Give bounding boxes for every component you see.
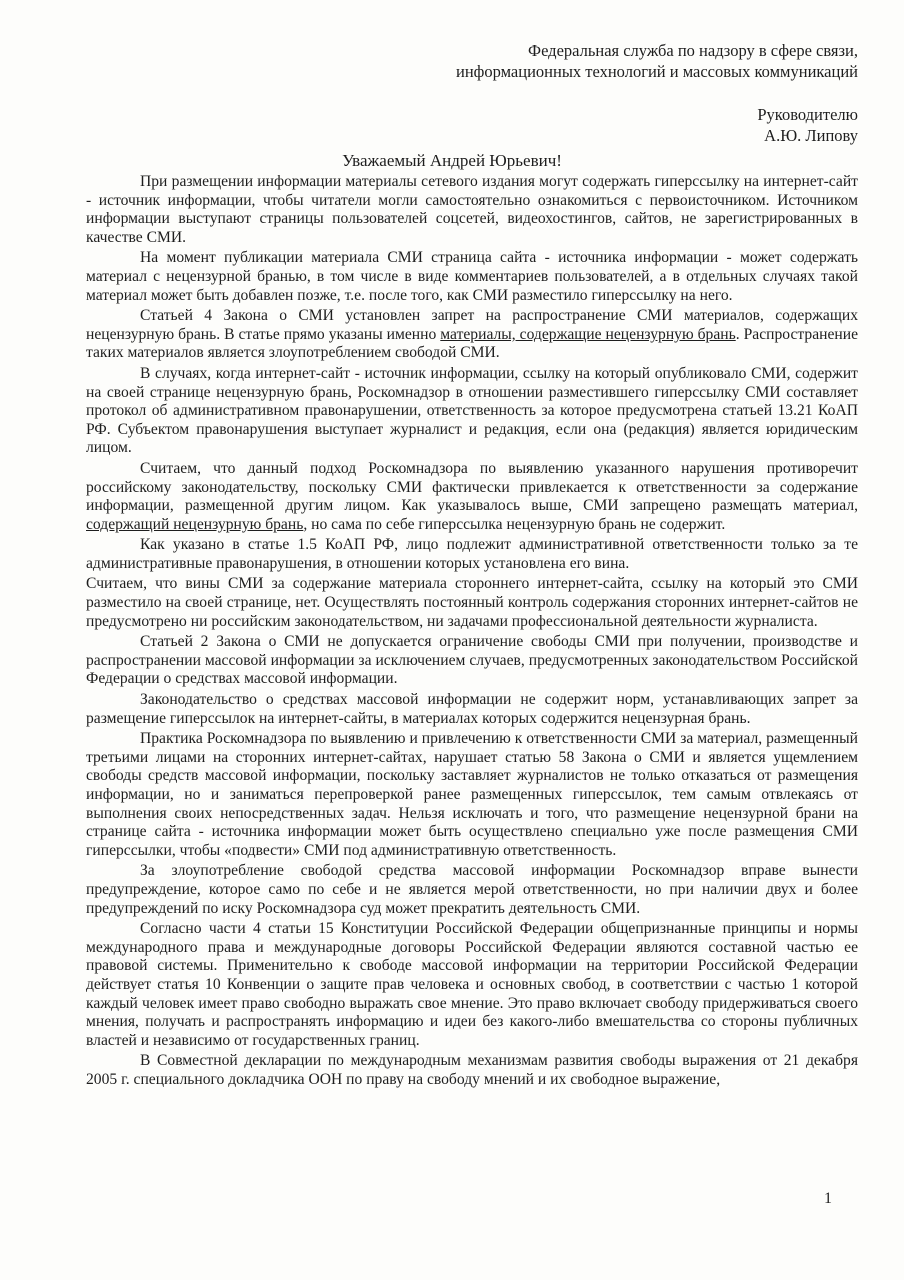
page-number: 1: [824, 1190, 832, 1207]
paragraph-7: Считаем, что вины СМИ за содержание материала стороннего интернет-сайта, ссылку на который это СМИ разместило на своей странице, нет. Осуществлять постоянный контроль содержания сторонних интернет-сайтов не предусмотрено ни российским законодательством, ни задачами профессиональной деятельности журналиста.: [86, 575, 858, 630]
addressee-line-2: информационных технологий и массовых коммуникаций: [456, 62, 858, 81]
addressee-line-1: Федеральная служба по надзору в сфере связи,: [528, 41, 858, 60]
recipient-name: А.Ю. Липову: [764, 126, 858, 145]
paragraph-3-underlined: материалы, содержащие нецензурную брань: [440, 325, 736, 343]
paragraph-3-text-a: Статьей 4 Закона о СМИ установлен запрет на распространение СМИ материалов, содержащих нецензурную брань. В статье прямо указаны именно: [86, 307, 858, 343]
paragraph-5: [86, 460, 858, 534]
paragraph-4: В случаях, когда интернет-сайт - источник информации, ссылку на который опубликовало СМИ, содержит на своей странице нецензурную брань, Роскомнадзор в отношении разместившего гиперссылку СМИ составляет протокол об административном правонарушении, ответственность за которое предусмотрена статьей 13.21 КоАП РФ. Субъектом правонарушения выступает журналист и редакция, если она (редакция) является юридическим лицом.: [86, 364, 858, 457]
paragraph-11: За злоупотребление свободой средства массовой информации Роскомнадзор вправе вынести предупреждение, которое само по себе и не является мерой ответственности, но при наличии двух и более предупреждений по иску Роскомнадзора суд может прекратить деятельность СМИ.: [86, 862, 858, 917]
paragraph-12: Согласно части 4 статьи 15 Конституции Российской Федерации общепризнанные принципы и нормы международного права и международные договоры Российской Федерации являются составной частью ее правовой системы. Применительно к свободе массовой информации на территории Российской Федерации действует статья 10 Конвенции о защите прав человека и основных свобод, в соответствии с частью 1 которой каждый человек имеет право свободно выражать свое мнение. Это право включает свободу придерживаться своего мнения, получать и распространять информацию и идеи без какого-либо вмешательства со стороны публичных властей и независимо от государственных границ.: [86, 920, 858, 1049]
recipient-position: Руководителю: [757, 105, 858, 124]
paragraph-8: Статьей 2 Закона о СМИ не допускается ограничение свободы СМИ при получении, производстве и распространении массовой информации за исключением случаев, предусмотренных законодательством Российской Федерации о средствах массовой информации.: [86, 633, 858, 688]
paragraph-5-text-a: Считаем, что данный подход Роскомнадзора по выявлению указанного нарушения противоречит российскому законодательству, поскольку СМИ фактически привлекается к ответственности за содержание информации, размещенной другим лицом. Как указывалось выше, СМИ запрещено размещать материал,: [86, 459, 858, 515]
paragraph-5-underlined: содержащий нецензурную брань: [86, 515, 304, 533]
paragraph-3: [86, 307, 858, 363]
paragraph-2: На момент публикации материала СМИ страница сайта - источника информации - может содержать материал с нецензурной бранью, в том числе в виде комментариев пользователей, а в отдельных случаях такой материал может быть добавлен позже, т.е. после того, как СМИ разместило гиперссылку на него.: [86, 249, 858, 304]
paragraph-6: Как указано в статье 1.5 КоАП РФ, лицо подлежит административной ответственности только за те административные правонарушения, в отношении которых установлена его вина.: [86, 536, 858, 572]
addressee-block: [298, 40, 858, 82]
paragraph-13: В Совместной декларации по международным механизмам развития свободы выражения от 21 декабря 2005 г. специального докладчика ООН по праву на свободу мнений и их свободное выражение,: [86, 1052, 858, 1088]
paragraph-1: При размещении информации материалы сетевого издания могут содержать гиперссылку на интернет-сайт - источник информации, чтобы читатели могли самостоятельно ознакомиться с первоисточником. Источником информации выступают страницы пользователей соцсетей, видеохостингов, сайтов, не зарегистрированных в качестве СМИ.: [86, 173, 858, 246]
paragraph-3-text-b: . Распространение таких материалов является злоупотреблением свободой СМИ.: [86, 325, 858, 362]
paragraph-9: Законодательство о средствах массовой информации не содержит норм, устанавливающих запрет за размещение гиперссылок на интернет-сайты, в материалах которых содержится нецензурная брань.: [86, 691, 858, 727]
salutation: Уважаемый Андрей Юрьевич!: [342, 151, 562, 170]
paragraph-10: Практика Роскомнадзора по выявлению и привлечению к ответственности СМИ за материал, размещенный третьими лицами на сторонних интернет-сайтах, нарушает статью 58 Закона о СМИ и является ущемлением свободы средств массовой информации, поскольку заставляет журналистов не только отказаться от размещения информации, но и заниматься перепроверкой ранее размещенных гиперссылок, тем самым отвлекаясь от выполнения своих непосредственных задач. Нельзя исключать и того, что размещение нецензурной брани на странице сайта - источника информации может быть осуществлено специально уже после размещения СМИ гиперссылки, чтобы «подвести» СМИ под административную ответственность.: [86, 730, 858, 859]
recipient-block: [458, 104, 858, 146]
paragraph-5-text-b: , но сама по себе гиперссылка нецензурную брань не содержит.: [303, 515, 726, 533]
letter-body: [86, 173, 858, 1092]
